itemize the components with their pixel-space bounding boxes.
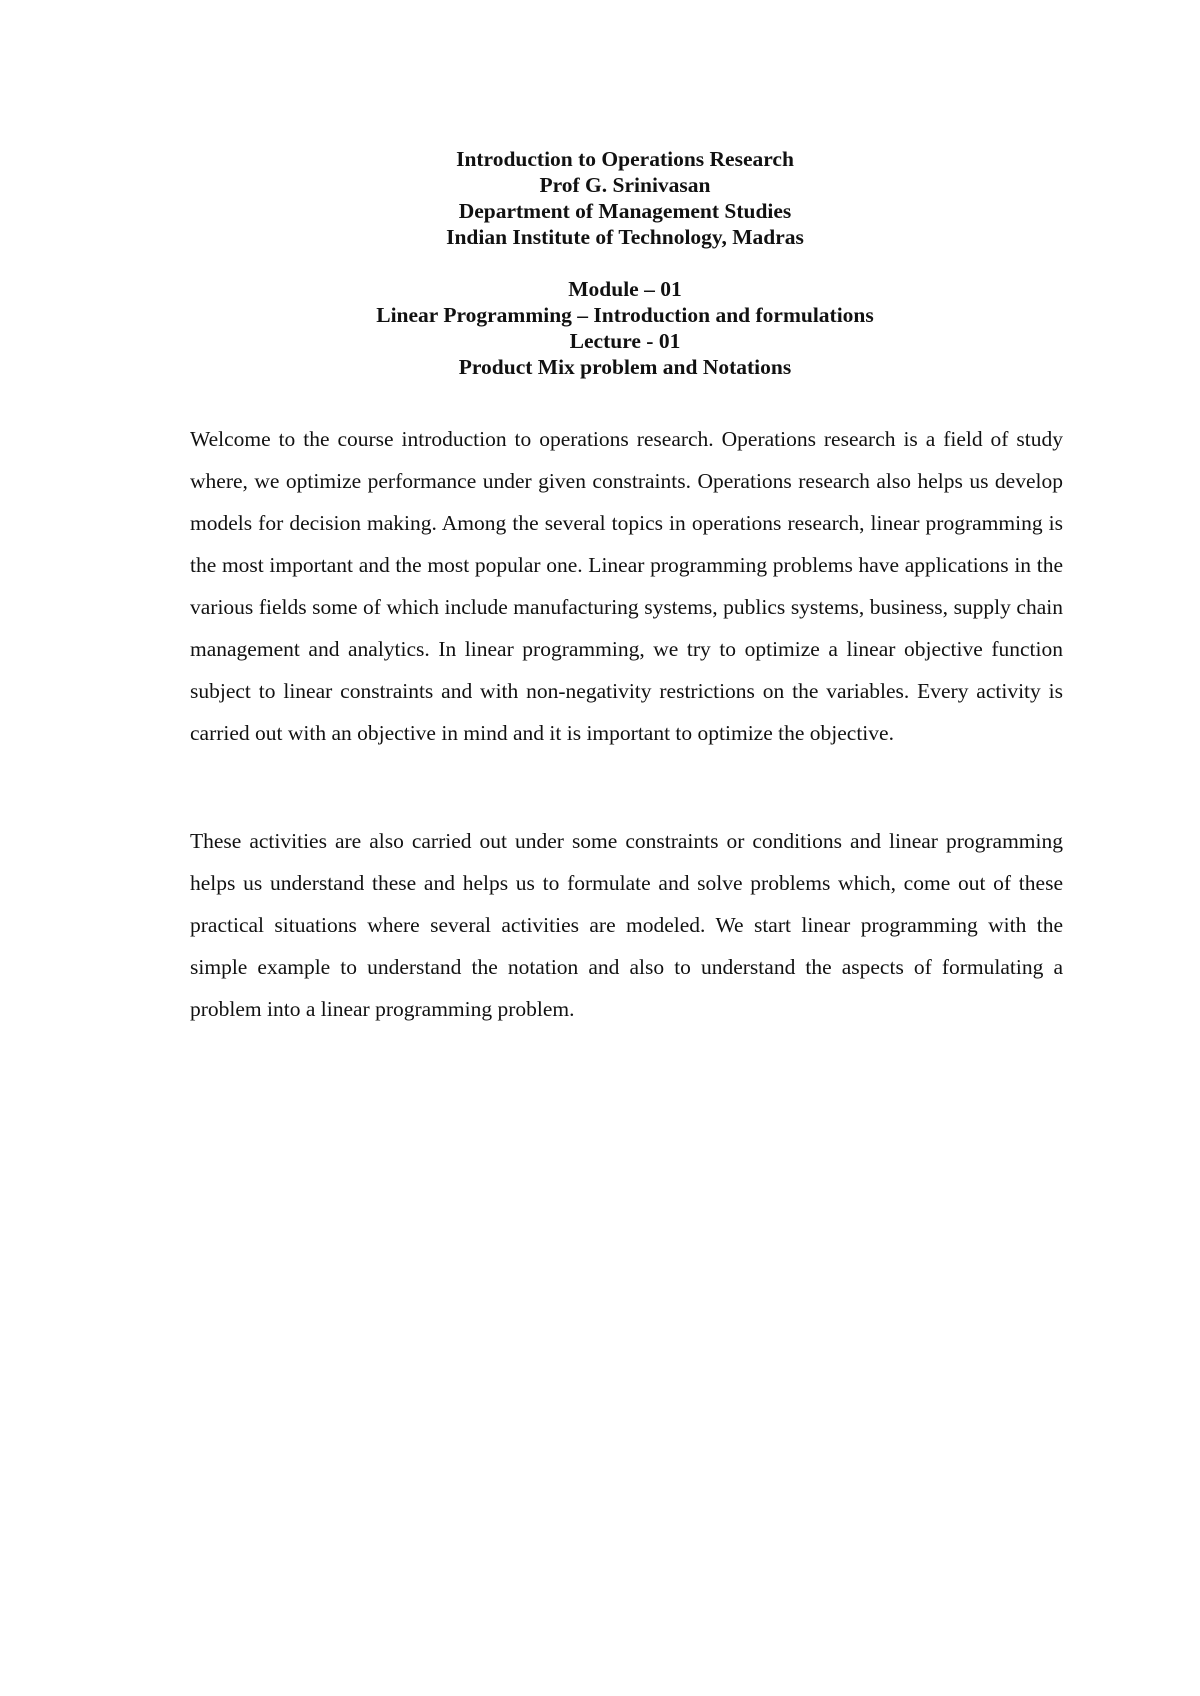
paragraph-introduction: Welcome to the course introduction to operations research. Operations research is a field of study where, we optimize performance under given constraints. Operations research also helps us develop models for decision making. Among the several topics in operations research, linear programming is the most important and the most popular one. Linear programming problems have applications in the various fields some of which include manufacturing systems, publics systems, business, supply chain management and analytics. In linear programming, we try to optimize a linear objective function subject to linear constraints and with non-negativity restrictions on the variables. Every activity is carried out with an objective in mind and it is important to optimize the objective.	[190, 427, 1063, 745]
paragraph-constraints: These activities are also carried out under some constraints or conditions and linear programming helps us understand these and helps us to formulate and solve problems which, come out of these practical situations where several activities are modeled. We start linear programming with the simple example to understand the notation and also to understand the aspects of formulating a problem into a linear programming problem.	[190, 829, 1063, 1021]
institute-name: Indian Institute of Technology, Madras	[446, 225, 804, 249]
title-block	[0, 146, 1200, 380]
module-number: Module – 01	[568, 277, 682, 301]
lecture-title: Product Mix problem and Notations	[458, 355, 792, 379]
professor-name: Prof G. Srinivasan	[539, 173, 711, 197]
lecture-number: Lecture - 01	[569, 329, 681, 353]
header-spacer	[0, 250, 1200, 276]
department-name: Department of Management Studies	[458, 199, 792, 223]
module-title: Linear Programming – Introduction and formulations	[376, 303, 874, 327]
course-title: Introduction to Operations Research	[456, 147, 794, 171]
